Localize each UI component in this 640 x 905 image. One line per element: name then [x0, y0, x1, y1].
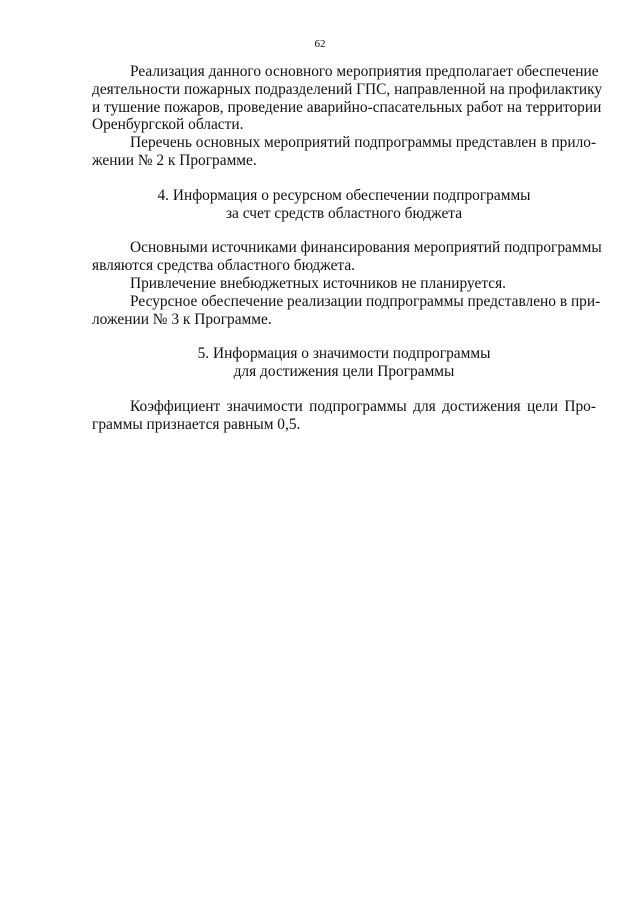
document-body	[92, 63, 603, 434]
paragraph-resource-reference	[92, 292, 601, 329]
paragraph-significance-coefficient	[92, 398, 596, 434]
text-line: жении № 2 к Программе.	[92, 151, 257, 169]
page-number: 62	[314, 38, 326, 50]
section-heading-5	[92, 345, 596, 381]
text-line: Перечень основных мероприятий подпрограммы представлен в прило-	[130, 134, 597, 152]
text-line: Ресурсное обеспечение реализации подпрограммы представлено в при-	[130, 292, 601, 310]
paragraph-events-list-reference	[92, 134, 596, 170]
text-line: ложении № 3 к Программе.	[92, 310, 272, 328]
text-line: Основными источниками финансирования мероприятий подпрограммы	[130, 239, 602, 257]
text-line: Коэффициент значимости подпрограммы для достижения цели Про-	[130, 397, 596, 415]
text-line: Привлечение внебюджетных источников не планируется.	[130, 274, 507, 292]
text-line: и тушение пожаров, проведение аварийно-спасательных работ на территории	[92, 98, 602, 116]
heading-line: 4. Информация о ресурсном обеспечении подпрограммы	[157, 186, 531, 204]
paragraph-financing-sources	[92, 239, 602, 275]
heading-line: для достижения цели Программы	[233, 363, 455, 381]
text-line: Реализация данного основного мероприятия предполагает обеспечение	[130, 63, 599, 80]
paragraph-extrabudgetary	[92, 275, 596, 293]
heading-line: 5. Информация о значимости подпрограммы	[197, 345, 491, 363]
heading-line: за счет средств областного бюджета	[225, 204, 463, 222]
section-heading-4	[92, 187, 596, 223]
text-line: Оренбургской области.	[92, 116, 244, 134]
text-line: являются средства областного бюджета.	[92, 257, 355, 275]
text-line: граммы признается равным 0,5.	[92, 415, 301, 433]
paragraph-event-description	[92, 63, 603, 134]
text-line: деятельности пожарных подразделений ГПС, направленной на профилактику	[92, 80, 603, 98]
